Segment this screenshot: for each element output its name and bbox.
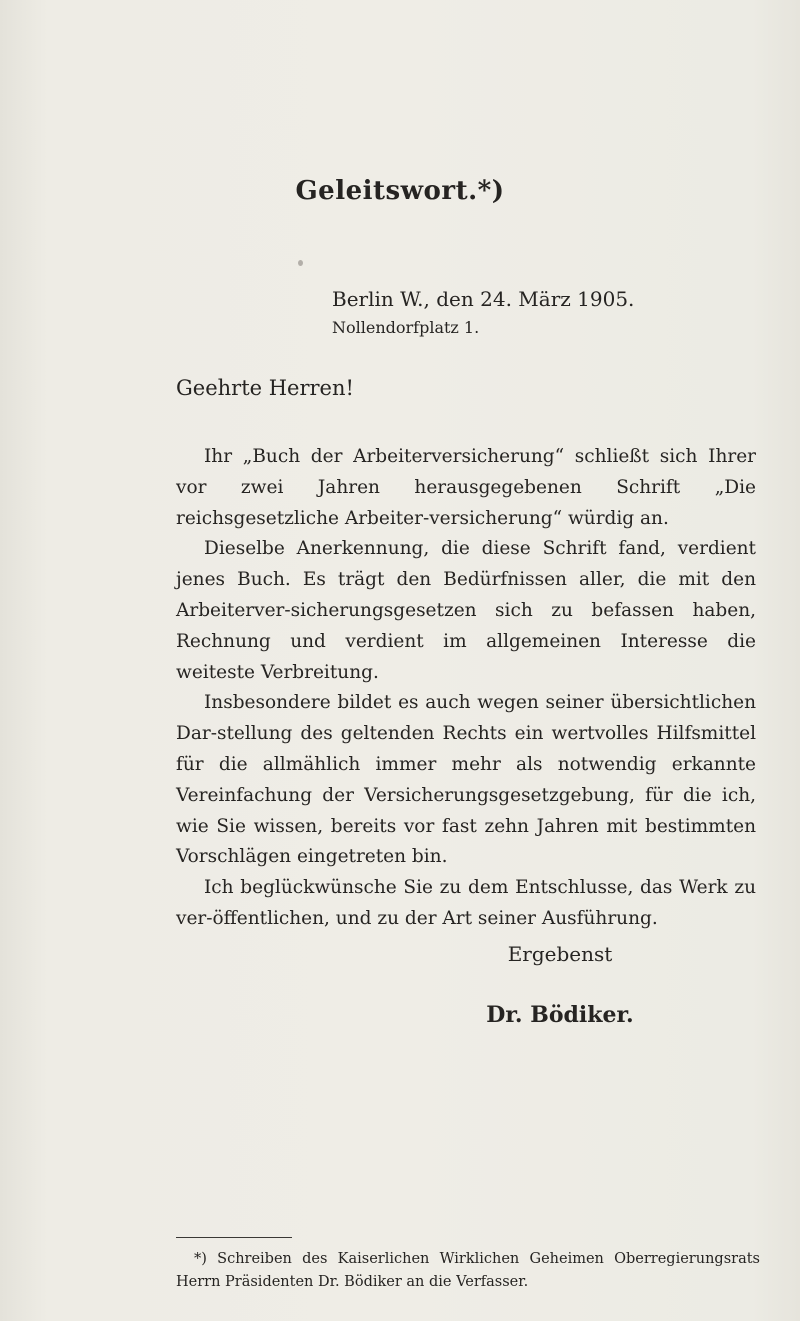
salutation: Geehrte Herren! bbox=[176, 376, 354, 400]
footnote: *) Schreiben des Kaiserlichen Wirklichen Geheimen Oberregierungsrats Herrn Präsidenten Dr. Bödiker an die Verfasser. bbox=[176, 1251, 760, 1290]
footnote-divider bbox=[176, 1237, 292, 1238]
page-title: Geleitswort.*) bbox=[295, 176, 505, 206]
signature-text: Dr. Bödiker. bbox=[486, 1002, 634, 1028]
dateline: Berlin W., den 24. März 1905. bbox=[332, 287, 635, 311]
paragraph-4: Ich beglückwünsche Sie zu dem Entschlusse, das Werk zu ver-öffentlichen, und zu der Art seiner Ausführung. bbox=[176, 877, 756, 929]
paper-speck bbox=[298, 260, 303, 266]
paragraph-1: Ihr „Buch der Arbeiterversicherung“ schließt sich Ihrer vor zwei Jahren herausgegebenen Schrift „Die reichsgesetzliche Arbeiter-versicherung“ würdig an. bbox=[176, 446, 756, 529]
letter-body bbox=[176, 442, 756, 935]
signature-line bbox=[0, 1002, 800, 1028]
address-line: Nollendorfplatz 1. bbox=[332, 318, 480, 337]
paragraph-2: Dieselbe Anerkennung, die diese Schrift fand, verdient jenes Buch. Es trägt den Bedürfnissen aller, die mit den Arbeiterver-sicherungsgesetzen sich zu befassen haben, Rechnung und verdient im allgemeinen Interesse die weiteste Verbreitung. bbox=[176, 538, 756, 683]
closing-text: Ergebenst bbox=[507, 942, 613, 966]
closing-line bbox=[0, 942, 800, 966]
paragraph-3: Insbesondere bildet es auch wegen seiner übersichtlichen Dar-stellung des geltenden Rechts ein wertvolles Hilfsmittel für die allmählich immer mehr als notwendig erkannte Vereinfachung der Versicherungsgesetzgebung, für die ich, wie Sie wissen, bereits vor fast zehn Jahren mit bestimmten Vorschlägen eingetreten bin. bbox=[176, 692, 756, 868]
